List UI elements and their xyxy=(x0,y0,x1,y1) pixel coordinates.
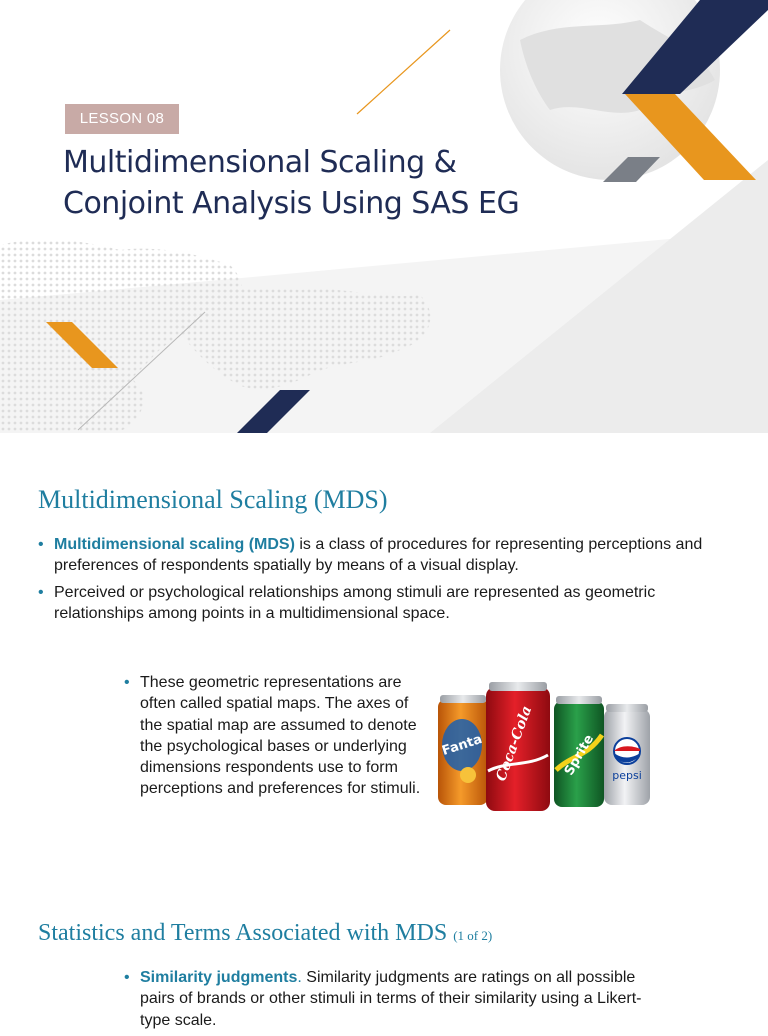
term-punctuation: . xyxy=(297,969,302,986)
list-item xyxy=(124,967,644,1031)
list-item xyxy=(124,672,429,800)
heading-text: Statistics and Terms Associated with MDS xyxy=(38,920,448,946)
title-slide xyxy=(0,0,768,433)
term-highlight: Similarity judgments xyxy=(140,969,298,986)
bullet-text: These geometric representations are often called spatial maps. The axes of the spatial map are assumed to denote the psychological bases or underlying dimensions respondents use to form perceptions and preferences for stimuli. xyxy=(140,674,421,798)
section-heading-mds: Multidimensional Scaling (MDS) xyxy=(38,485,388,514)
mds-bullet-list xyxy=(38,534,738,629)
sprite-can xyxy=(554,696,604,807)
pepsi-label: pepsi xyxy=(612,769,642,782)
lesson-title xyxy=(63,142,583,224)
svg-text:Sprite: Sprite xyxy=(561,732,598,779)
bullet-icon: • xyxy=(38,583,44,601)
pepsi-can xyxy=(604,704,650,805)
fanta-can xyxy=(438,695,488,805)
spatial-map-bullet-list xyxy=(124,672,429,805)
list-item xyxy=(38,534,738,577)
soda-cans-image xyxy=(432,675,654,823)
bullet-icon: • xyxy=(38,536,44,553)
svg-text:Coca-Cola: Coca-Cola xyxy=(493,703,536,784)
statistics-bullet-list xyxy=(124,967,644,1036)
bullet-text: Perceived or psychological relationships among stimuli are represented as geometric relationships among points in a multidimensional space. xyxy=(54,583,656,622)
coca-cola-can xyxy=(486,682,550,811)
slide-counter: (1 of 2) xyxy=(453,928,493,943)
svg-text:Fanta: Fanta xyxy=(440,731,485,759)
lesson-title-line: Multidimensional Scaling & xyxy=(63,145,457,180)
lesson-badge: LESSON 08 xyxy=(65,104,179,134)
bullet-text: Similarity judgments are ratings on all possible pairs of brands or other stimuli in terms of their similarity using a Likert-type scale. xyxy=(140,969,642,1029)
lesson-title-line: Conjoint Analysis Using SAS EG xyxy=(63,186,520,221)
term-highlight: Multidimensional scaling (MDS) xyxy=(54,536,295,553)
bullet-icon: • xyxy=(124,969,130,986)
list-item xyxy=(38,582,738,625)
section-heading-statistics xyxy=(38,918,492,951)
bullet-text: is a class of procedures for representing perceptions and preferences of respondents spatially by means of a visual display. xyxy=(54,536,703,575)
bullet-icon: • xyxy=(124,674,130,691)
